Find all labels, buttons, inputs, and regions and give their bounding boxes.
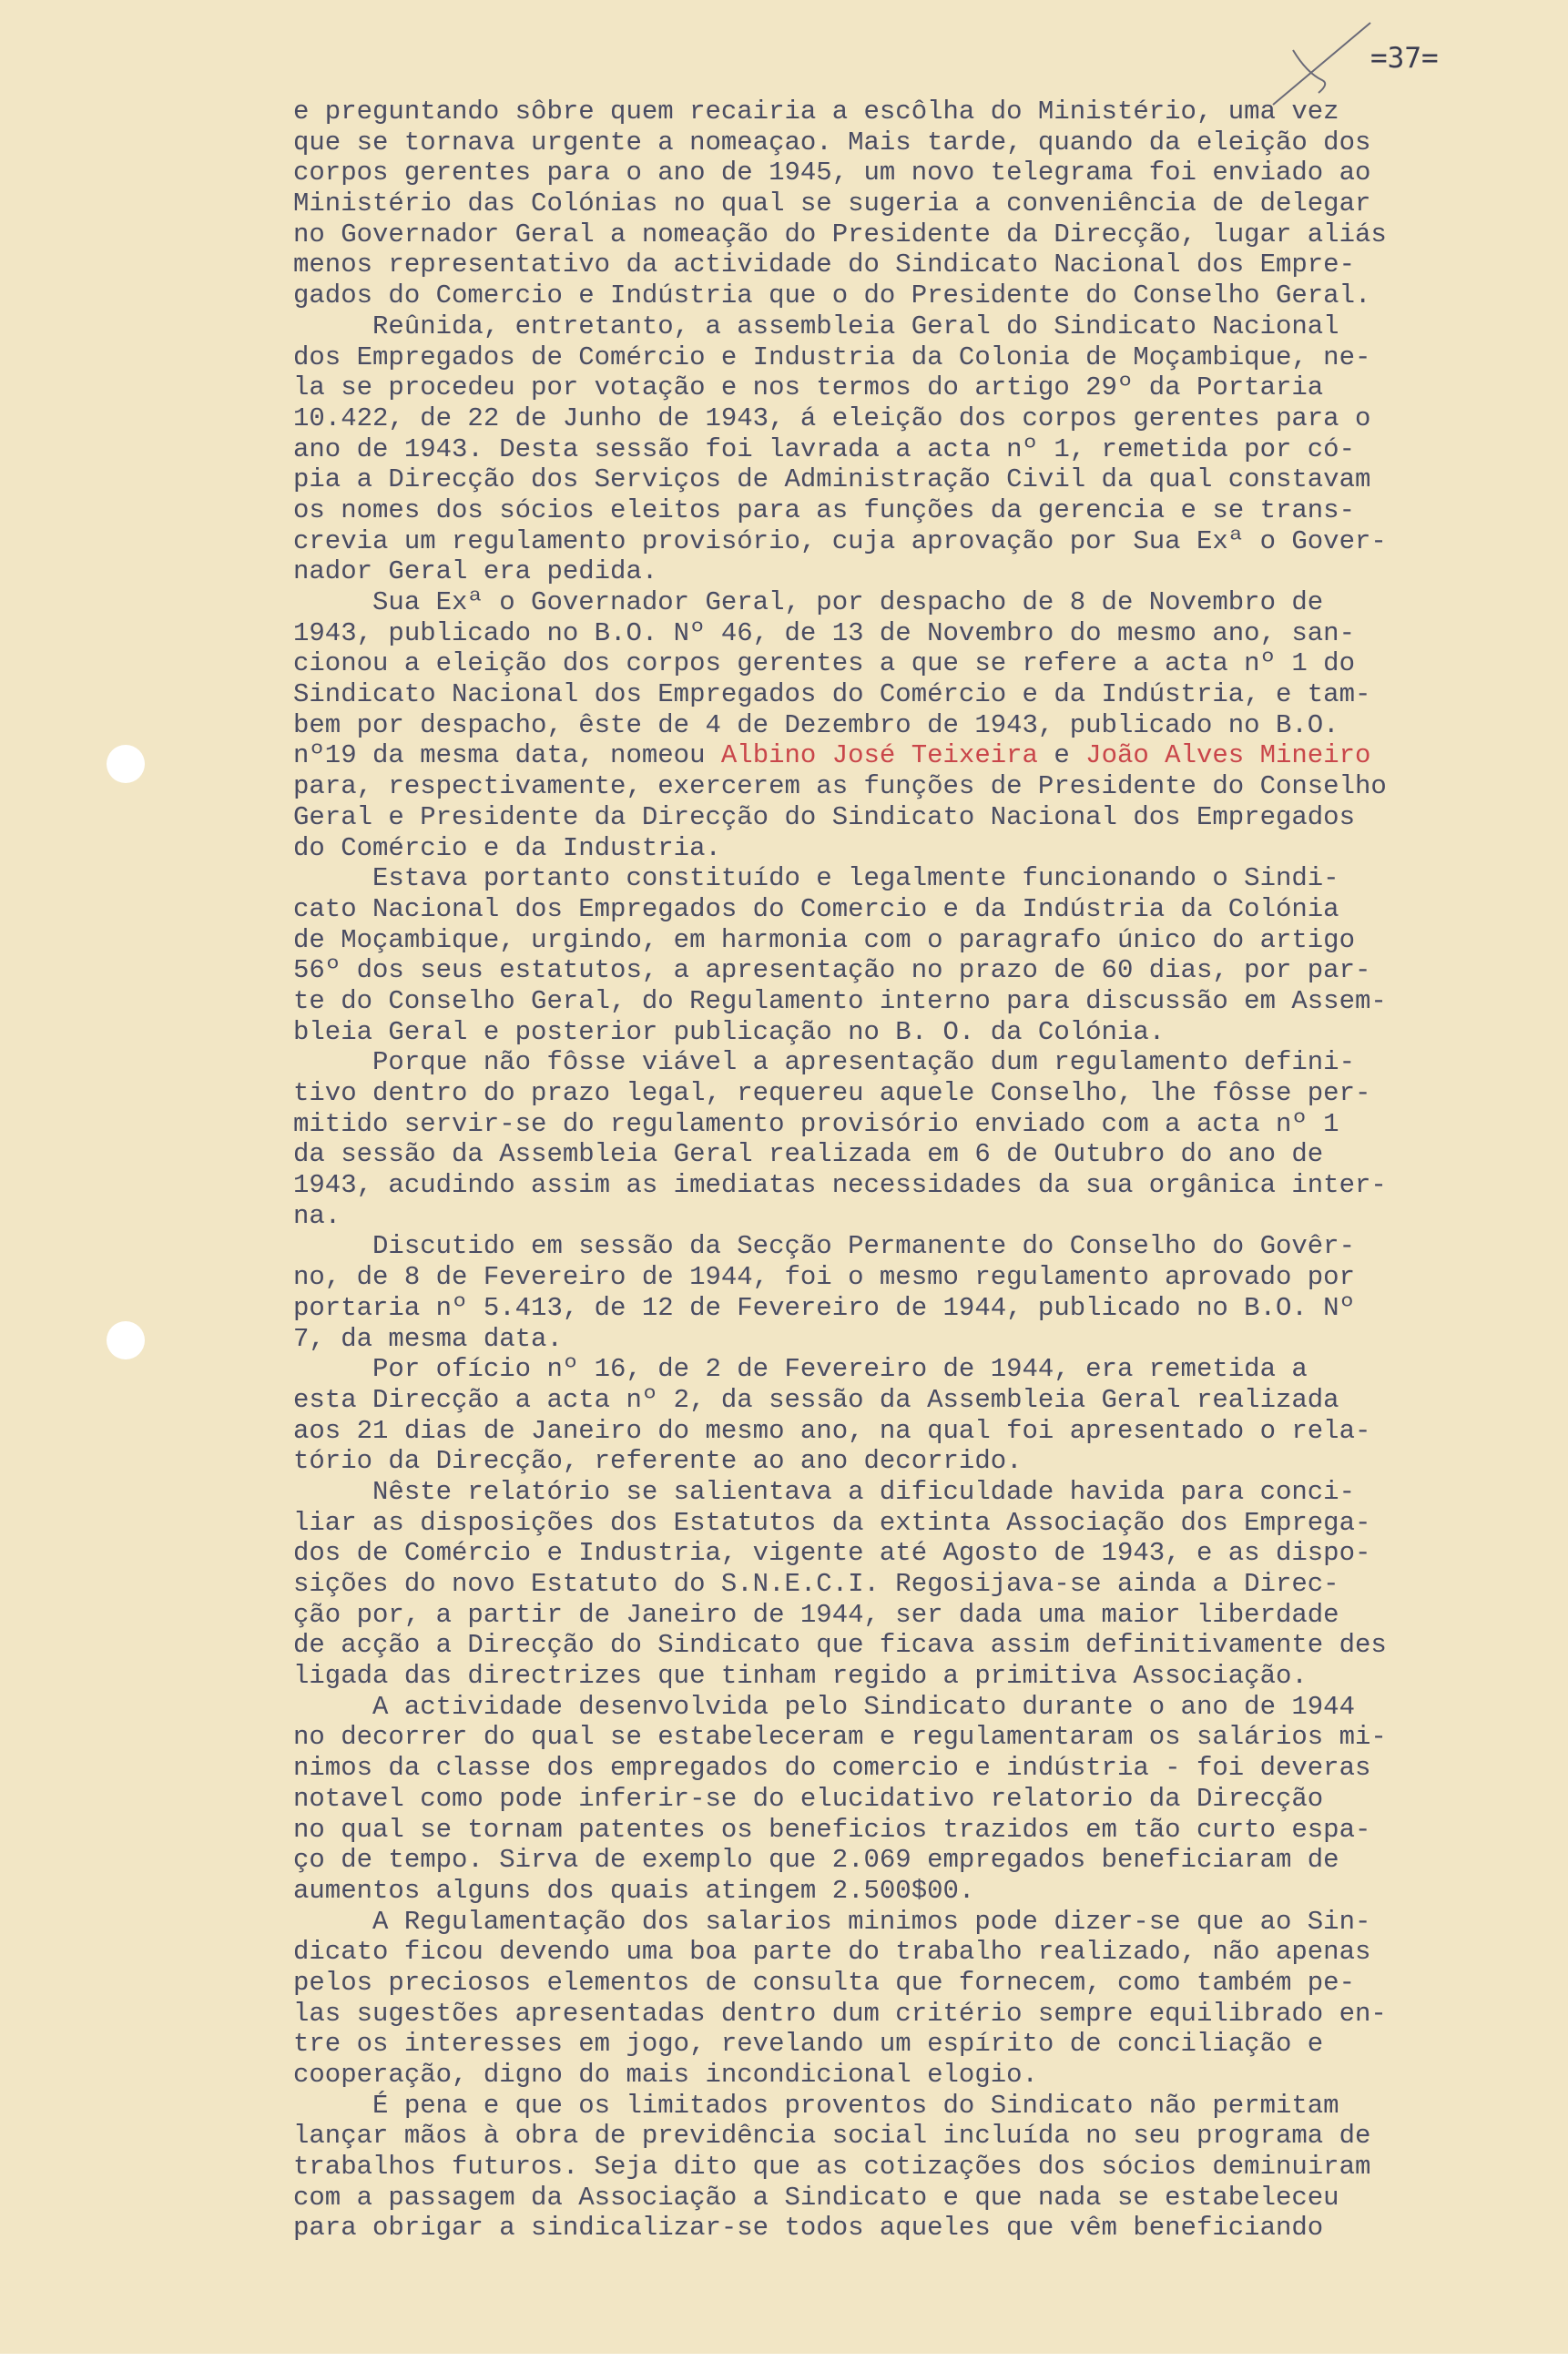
- text-line: mitido servir-se do regulamento provisório enviado com a acta nº 1: [293, 1108, 1339, 1139]
- text-line: 1943, publicado no B.O. Nº 46, de 13 de Novembro do mesmo ano, san-: [293, 617, 1355, 648]
- text-line: cionou a eleição dos corpos gerentes a que se refere a acta nº 1 do: [293, 648, 1355, 679]
- text-line: 10.422, de 22 de Junho de 1943, á eleição dos corpos gerentes para o: [293, 402, 1371, 433]
- text-line: bleia Geral e posterior publicação no B. O. da Colónia.: [293, 1016, 1166, 1047]
- text-line: no qual se tornam patentes os beneficios trazidos em tão curto espa-: [293, 1814, 1371, 1845]
- text-line: Reûnida, entretanto, a assembleia Geral do Sindicato Nacional: [293, 310, 1339, 341]
- text-line: Geral e Presidente da Direcção do Sindicato Nacional dos Empregados: [293, 801, 1355, 832]
- text-line: nº19 da mesma data, nomeou Albino José Teixeira e João Alves Mineiro: [293, 740, 1371, 771]
- text-line: tre os interesses em jogo, revelando um espírito de conciliação e: [293, 2029, 1324, 2060]
- text-line: portaria nº 5.413, de 12 de Fevereiro de 1944, publicado no B.O. Nº: [293, 1292, 1355, 1323]
- text-line: para, respectivamente, exercerem as funções de Presidente do Conselho: [293, 771, 1387, 802]
- text-line: com a passagem da Associação a Sindicato e que nada se estabeleceu: [293, 2182, 1339, 2213]
- text-line: aumentos alguns dos quais atingem 2.500$00.: [293, 1875, 975, 1906]
- text-line: ligada das directrizes que tinham regido a primitiva Associação.: [293, 1661, 1308, 1692]
- text-line: e preguntando sôbre quem recairia a escôlha do Ministério, uma vez: [293, 97, 1339, 127]
- text-line: Por ofício nº 16, de 2 de Fevereiro de 1944, era remetida a: [293, 1354, 1308, 1385]
- text-line: ano de 1943. Desta sessão foi lavrada a acta nº 1, remetida por có-: [293, 433, 1355, 464]
- typed-body-text: [293, 97, 1541, 2244]
- page-bottom-edge: [0, 2354, 1568, 2372]
- text-line: sições do novo Estatuto do S.N.E.C.I. Regosijava-se ainda a Direc-: [293, 1569, 1339, 1599]
- text-line: que se tornava urgente a nomeaçao. Mais tarde, quando da eleição dos: [293, 127, 1371, 158]
- text-line: 56º dos seus estatutos, a apresentação no prazo de 60 dias, por par-: [293, 955, 1371, 986]
- text-line: dos Empregados de Comércio e Industria da Colonia de Moçambique, ne-: [293, 341, 1371, 372]
- text-line: Sindicato Nacional dos Empregados do Comércio e da Indústria, e tam-: [293, 679, 1371, 710]
- text-line: pia a Direcção dos Serviços de Administração Civil da qual constavam: [293, 464, 1371, 495]
- text-line: trabalhos futuros. Seja dito que as cotizações dos sócios deminuiram: [293, 2152, 1371, 2183]
- text-line: pelos preciosos elementos de consulta que fornecem, como também pe-: [293, 1967, 1355, 1998]
- text-line: liar as disposições dos Estatutos da extinta Associação dos Emprega-: [293, 1507, 1371, 1538]
- text-line: dos de Comércio e Industria, vigente até Agosto de 1943, e as dispo-: [293, 1538, 1371, 1569]
- text-line: ço de tempo. Sirva de exemplo que 2.069 empregados beneficiaram de: [293, 1845, 1339, 1876]
- text-line: 7, da mesma data.: [293, 1323, 563, 1354]
- text-line: notavel como pode inferir-se do elucidativo relatorio da Direcção: [293, 1783, 1324, 1814]
- text-line: menos representativo da actividade do Sindicato Nacional dos Empre-: [293, 249, 1355, 280]
- text-line: Ministério das Colónias no qual se sugeria a conveniência de delegar: [293, 188, 1371, 219]
- text-line: Porque não fôsse viável a apresentação dum regulamento defini-: [293, 1047, 1355, 1078]
- text-line: do Comércio e da Industria.: [293, 832, 721, 863]
- text-line: A Regulamentação dos salarios minimos pode dizer-se que ao Sin-: [293, 1906, 1371, 1937]
- text-line: crevia um regulamento provisório, cuja aprovação por Sua Exª o Gover-: [293, 525, 1387, 556]
- text-line: A actividade desenvolvida pelo Sindicato durante o ano de 1944: [293, 1691, 1355, 1722]
- text-line: ção por, a partir de Janeiro de 1944, ser dada uma maior liberdade: [293, 1599, 1339, 1630]
- text-line: os nomes dos sócios eleitos para as funções da gerencia e se trans-: [293, 494, 1355, 525]
- text-line: tório da Direcção, referente ao ano decorrido.: [293, 1446, 1023, 1477]
- text-line: Nêste relatório se salientava a dificuldade havida para conci-: [293, 1476, 1355, 1507]
- page-number: =37=: [1370, 42, 1439, 75]
- punch-hole-upper: [107, 745, 145, 783]
- text-line: no decorrer do qual se estabeleceram e regulamentaram os salários mi-: [293, 1722, 1387, 1753]
- text-line: 1943, acudindo assim as imediatas necessidades da sua orgânica inter-: [293, 1170, 1387, 1201]
- text-line: de acção a Direcção do Sindicato que ficava assim definitivamente des: [293, 1630, 1387, 1661]
- text-line: Discutido em sessão da Secção Permanente do Conselho do Govêr-: [293, 1231, 1355, 1262]
- text-line: É pena e que os limitados proventos do Sindicato não permitam: [293, 2090, 1339, 2121]
- text-line: bem por despacho, êste de 4 de Dezembro de 1943, publicado no B.O.: [293, 709, 1339, 740]
- text-line: lançar mãos à obra de previdência social incluída no seu programa de: [293, 2121, 1371, 2152]
- text-line: de Moçambique, urgindo, em harmonia com o paragrafo único do artigo: [293, 924, 1355, 955]
- text-line: aos 21 dias de Janeiro do mesmo ano, na qual foi apresentado o rela-: [293, 1415, 1371, 1446]
- text-line: la se procedeu por votação e nos termos do artigo 29º da Portaria: [293, 372, 1324, 403]
- text-line: corpos gerentes para o ano de 1945, um novo telegrama foi enviado ao: [293, 158, 1371, 188]
- text-line: no, de 8 de Fevereiro de 1944, foi o mesmo regulamento aprovado por: [293, 1262, 1355, 1293]
- text-line: nimos da classe dos empregados do comercio e indústria - foi deveras: [293, 1753, 1371, 1784]
- highlighted-person-name: Albino José Teixeira: [720, 740, 1038, 771]
- text-line: da sessão da Assembleia Geral realizada em 6 de Outubro do ano de: [293, 1139, 1324, 1170]
- text-line: tivo dentro do prazo legal, requereu aquele Conselho, lhe fôsse per-: [293, 1078, 1371, 1108]
- text-line: gados do Comercio e Indústria que o do Presidente do Conselho Geral.: [293, 280, 1371, 311]
- text-line: esta Direcção a acta nº 2, da sessão da Assembleia Geral realizada: [293, 1384, 1339, 1415]
- text-line: las sugestões apresentadas dentro dum critério sempre equilibrado en-: [293, 1998, 1387, 2029]
- punch-hole-lower: [107, 1321, 145, 1359]
- highlighted-person-name: João Alves Mineiro: [1085, 740, 1371, 771]
- text-line: te do Conselho Geral, do Regulamento interno para discussão em Assem-: [293, 985, 1387, 1016]
- text-line: dicato ficou devendo uma boa parte do trabalho realizado, não apenas: [293, 1937, 1371, 1968]
- text-line: cooperação, digno do mais incondicional elogio.: [293, 2060, 1038, 2090]
- text-line: Estava portanto constituído e legalmente funcionando o Sindi-: [293, 863, 1339, 894]
- text-line: na.: [293, 1200, 341, 1231]
- text-line: cato Nacional dos Empregados do Comercio e da Indústria da Colónia: [293, 893, 1339, 924]
- text-line: para obrigar a sindicalizar-se todos aqueles que vêm beneficiando: [293, 2213, 1324, 2244]
- text-line: Sua Exª o Governador Geral, por despacho de 8 de Novembro de: [293, 587, 1324, 617]
- text-line: nador Geral era pedida.: [293, 556, 658, 587]
- text-line: no Governador Geral a nomeação do Presidente da Direcção, lugar aliás: [293, 219, 1387, 249]
